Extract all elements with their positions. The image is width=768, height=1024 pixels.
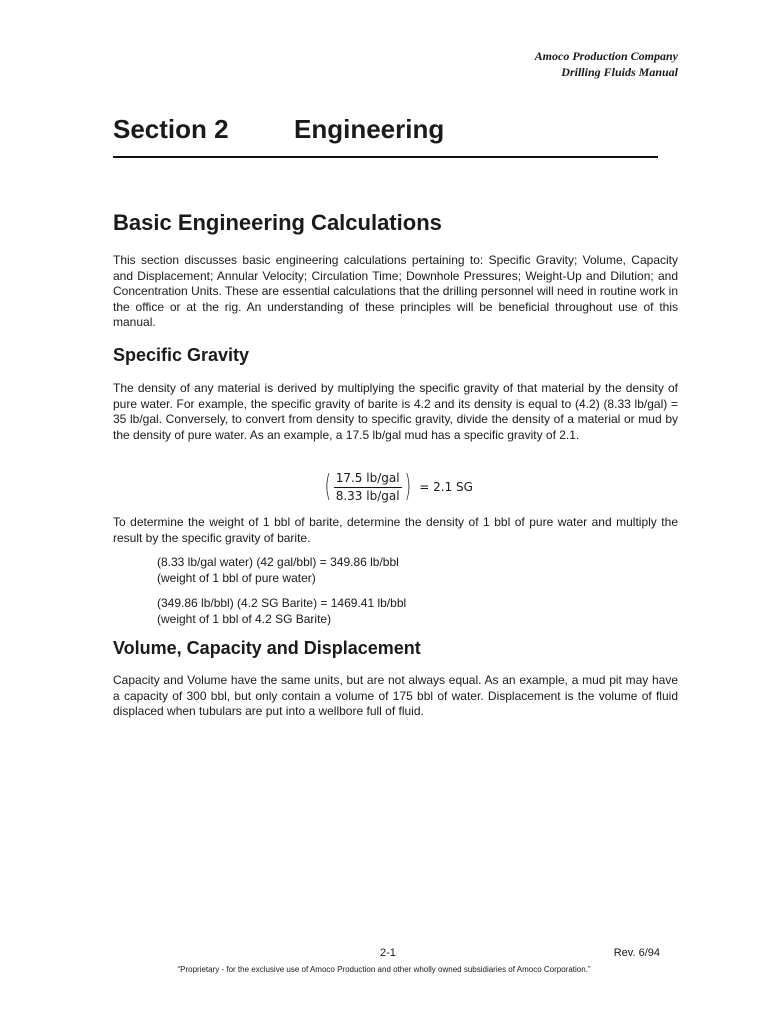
calculation-line: (349.86 lb/bbl) (4.2 SG Barite) = 1469.41 lb/bbl — [157, 596, 407, 610]
heading-basic-engineering: Basic Engineering Calculations — [113, 210, 442, 235]
fraction — [334, 471, 402, 504]
proprietary-notice: “Proprietary - for the exclusive use of Amoco Production and other wholly owned subsidiaries of Amoco Corporation.” — [177, 965, 591, 974]
barite-weight-calculation — [157, 596, 406, 627]
revision-date: Rev. 6/94 — [613, 947, 660, 959]
section-name: Engineering — [294, 114, 445, 144]
intro-paragraph: This section discusses basic engineering calculations pertaining to: Specific Gravity; Volume, Capacity and Displacement; Annular Velocity; Circulation Time; Downhole Pressures; Weight-Up and Dilution; and Concentration Units. These are essential calculations that the drilling personnel will need in routine work in the office or at the rig. An understanding of these principles will be beneficial throughout use of this manual. — [113, 253, 678, 329]
section-number: Section 2 — [113, 114, 229, 144]
running-header — [535, 48, 678, 80]
specific-gravity-paragraph: The density of any material is derived by multiplying the specific gravity of that material by the density of pure water. For example, the specific gravity of barite is 4.2 and its density is equal to (4.2) (8.33 lb/gal) = 35 lb/gal. Conversely, to convert from density to specific gravity, divide the density of a material or mud by the density of pure water. As an example, a 17.5 lb/gal mud has a specific gravity of 2.1. — [113, 381, 678, 442]
calculation-line: (8.33 lb/gal water) (42 gal/bbl) = 349.86 lb/bbl — [157, 555, 399, 569]
fraction-numerator: 17.5 lb/gal — [334, 471, 402, 488]
left-paren: ( — [324, 469, 332, 504]
water-weight-calculation — [157, 555, 399, 586]
heading-volume-capacity: Volume, Capacity and Displacement — [113, 638, 421, 658]
specific-gravity-formula — [322, 469, 473, 505]
right-paren: ) — [404, 469, 411, 504]
page-number: 2-1 — [380, 947, 396, 959]
barite-weight-paragraph: To determine the weight of 1 bbl of barite, determine the density of 1 bbl of pure water and multiply the result by the specific gravity of barite. — [113, 515, 678, 545]
heading-specific-gravity: Specific Gravity — [113, 345, 250, 365]
fraction-denominator: 8.33 lb/gal — [335, 488, 400, 503]
calculation-note: (weight of 1 bbl of pure water) — [157, 570, 316, 585]
header-manual: Drilling Fluids Manual — [561, 65, 678, 79]
volume-paragraph: Capacity and Volume have the same units, but are not always equal. As an example, a mud pit may have a capacity of 300 bbl, but only contain a volume of 175 bbl of water. Displacement is the volume of fluid displaced when tubulars are put into a wellbore full of fluid. — [113, 673, 678, 718]
calculation-note: (weight of 1 bbl of 4.2 SG Barite) — [157, 611, 332, 626]
section-title — [113, 112, 658, 158]
formula-result: = 2.1 SG — [419, 480, 473, 494]
header-company: Amoco Production Company — [534, 49, 678, 63]
